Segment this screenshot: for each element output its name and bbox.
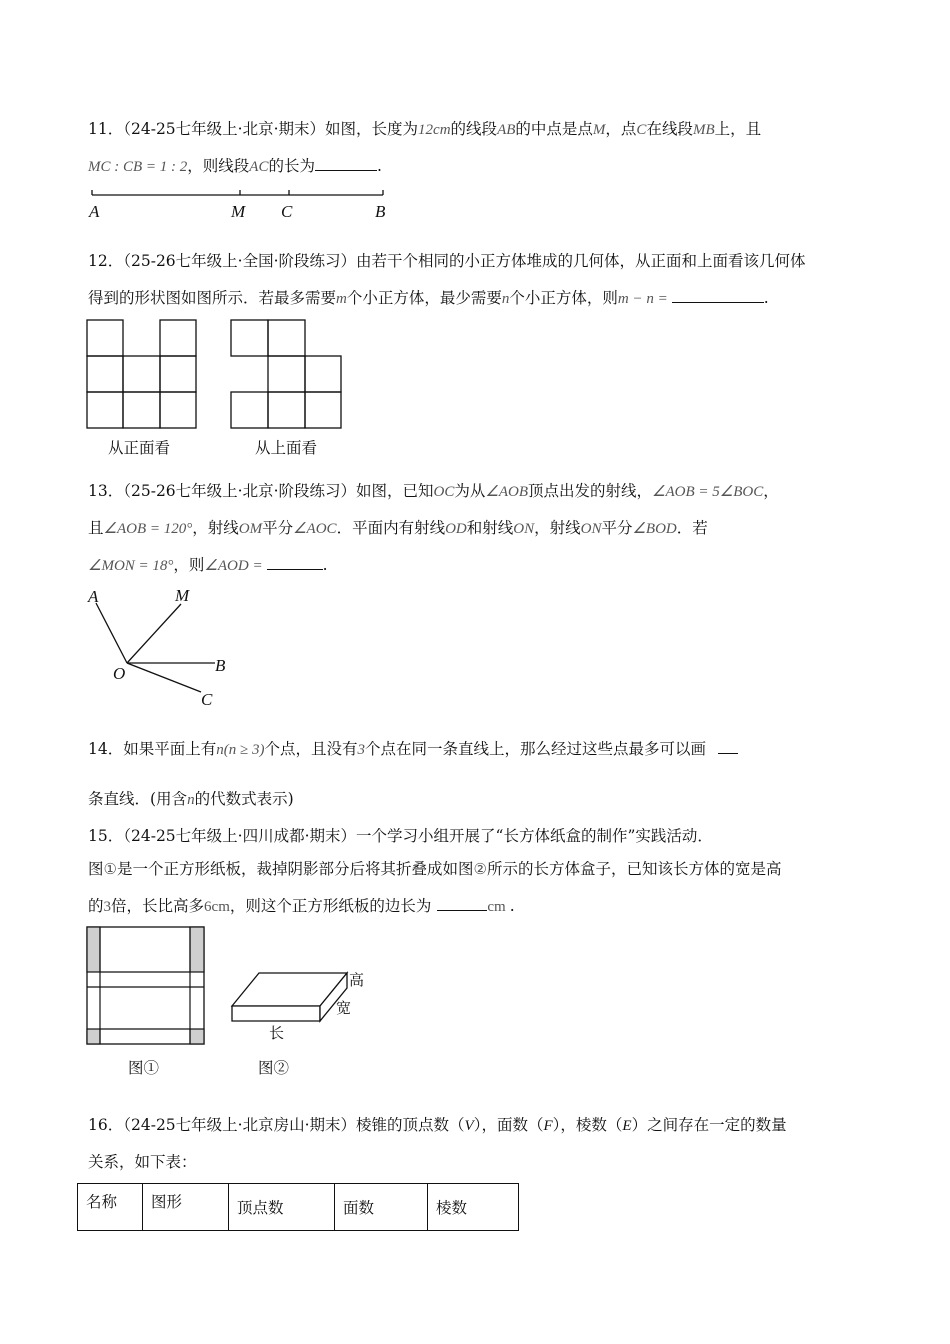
caption-top-view: 从上面看	[255, 439, 318, 457]
ray-a-label: A	[88, 587, 99, 606]
vertex-o-label: O	[113, 664, 126, 683]
caption-figure-1: 图①	[128, 1059, 160, 1077]
pyramid-table	[77, 1183, 519, 1231]
q16-line2: 关系，如下表：	[88, 1153, 197, 1171]
width-label: 宽	[336, 999, 352, 1017]
height-label: 高	[349, 971, 365, 989]
q11-line2: MC : CB = 1 : 2，则线段AC的长为 .	[88, 157, 382, 175]
header-faces: 面数	[335, 1184, 428, 1231]
q11-segment-figure	[85, 185, 405, 225]
q13-line1: 13．（25-26七年级上·北京·阶段练习）如图，已知OC为从∠AOB顶点出发的射线，∠AOB = 5∠BOC，	[88, 482, 779, 500]
point-m-label: M	[231, 202, 246, 221]
ray-m-label: M	[175, 586, 190, 605]
answer-blank-13[interactable]	[267, 555, 323, 570]
q12-line2: 得到的形状图如图所示．若最多需要m个小正方体，最少需要n个小正方体，则m − n = .	[88, 289, 769, 307]
cuboid-box-figure	[230, 968, 380, 1043]
q14-line1: 14．如果平面上有n(n ≥ 3)个点，且没有3个点在同一条直线上，那么经过这些点最多可以画	[88, 738, 738, 761]
header-figure: 图形	[143, 1184, 229, 1231]
header-vertices: 顶点数	[229, 1184, 335, 1231]
answer-blank-15[interactable]	[437, 896, 487, 911]
length-label: 长	[269, 1024, 285, 1042]
q13-line3: ∠MON = 18°，则∠AOD = .	[88, 556, 328, 574]
q12-line1: 12．（25-26七年级上·全国·阶段练习）由若干个相同的小正方体堆成的几何体，从正面和上面看该几何体	[88, 252, 806, 270]
q15-line1: 15．（24-25七年级上·四川成都·期末）一个学习小组开展了“长方体纸盒的制作”实践活动．	[88, 827, 713, 845]
q11-line1: 11．（24-25七年级上·北京·期末）如图，长度为12cm的线段AB的中点是点M，点C在线段MB上，且	[88, 120, 762, 138]
front-view-figure	[86, 319, 206, 431]
answer-blank-14[interactable]	[718, 739, 738, 754]
table-header-row	[78, 1184, 519, 1231]
answer-blank-12[interactable]	[672, 288, 764, 303]
ray-b-label: B	[215, 656, 226, 675]
square-board-figure	[86, 926, 208, 1048]
point-b-label: B	[375, 202, 386, 221]
header-name: 名称	[78, 1184, 143, 1231]
q15-line3: 的3倍，长比高多6cm，则这个正方形纸板的边长为 cm .	[88, 897, 515, 915]
caption-front-view: 从正面看	[108, 439, 171, 457]
caption-figure-2: 图②	[258, 1059, 290, 1077]
angle-rays-figure	[84, 585, 244, 710]
answer-blank-11[interactable]	[315, 156, 377, 171]
ray-c-label: C	[201, 690, 213, 709]
q14-line2: 条直线．(用含n的代数式表示)	[88, 790, 294, 808]
q15-line2: 图①是一个正方形纸板，裁掉阴影部分后将其折叠成如图②所示的长方体盒子，已知该长方体的宽是高	[88, 860, 782, 878]
q13-line2: 且∠AOB = 120°，射线OM平分∠AOC．平面内有射线OD和射线ON，射线ON平分∠BOD．若	[88, 519, 708, 537]
point-a-label: A	[89, 202, 100, 221]
top-view-figure	[230, 319, 350, 431]
header-edges: 棱数	[428, 1184, 519, 1231]
point-c-label: C	[281, 202, 293, 221]
q16-line1: 16．（24-25七年级上·北京房山·期末）棱锥的顶点数（V），面数（F），棱数（E）之间存在一定的数量	[88, 1116, 787, 1134]
